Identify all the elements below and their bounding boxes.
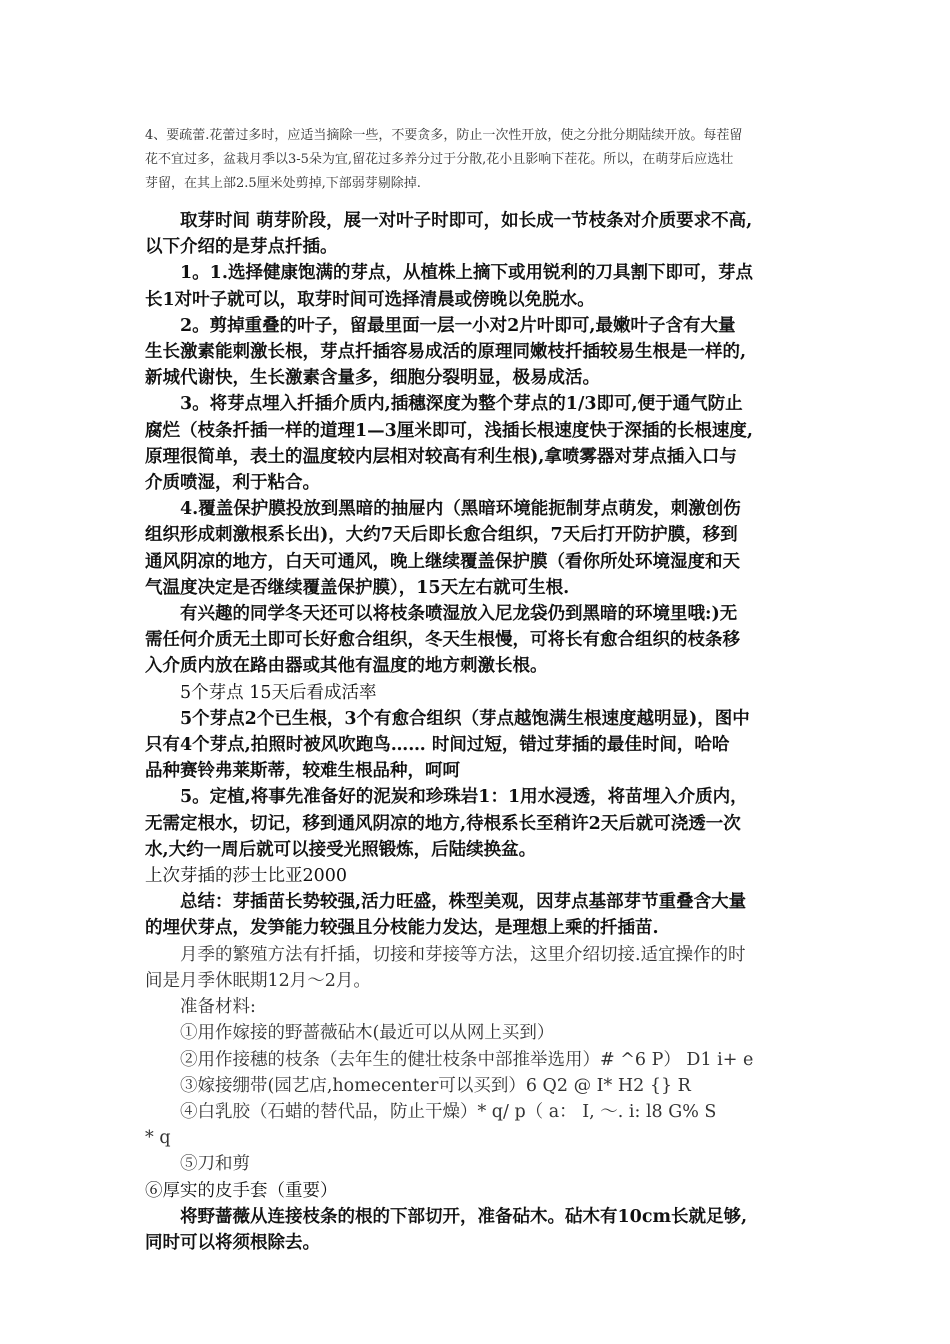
text-line: 通风阴凉的地方，白天可通风，晚上继续覆盖保护膜（看你所处环境湿度和天 bbox=[145, 551, 740, 572]
text-line: 上次芽插的莎士比亚2000 bbox=[145, 866, 348, 887]
text-line: 间是月季休眠期12月～2月。 bbox=[145, 970, 371, 991]
text-line: ②用作接穗的枝条（去年生的健壮枝条中部推举选用）# ^6 P） D1 i+ e bbox=[180, 1049, 754, 1070]
text-line: 只有4个芽点,拍照时被风吹跑鸟…… 时间过短，错过芽插的最佳时间，哈哈 bbox=[145, 735, 730, 756]
text-line: 介质喷湿，利于粘合。 bbox=[145, 473, 320, 494]
text-line: 入介质内放在路由器或其他有温度的地方刺激长根。 bbox=[145, 656, 548, 677]
intro-paragraph bbox=[145, 124, 815, 196]
text-line: 2。剪掉重叠的叶子，留最里面一层一小对2片叶即可,最嫩叶子含有大量 bbox=[180, 315, 736, 336]
text-line: 月季的繁殖方法有扦插，切接和芽接等方法，这里介绍切接.适宜操作的时 bbox=[180, 944, 746, 965]
text-line: ③嫁接绷带(园艺店,homecenter可以买到）6 Q2 @ I* H2 {} R bbox=[180, 1075, 691, 1096]
text-line: 水,大约一周后就可以接受光照锻炼，后陆续换盆。 bbox=[145, 839, 537, 860]
text-line: 将野蔷薇从连接枝条的根的下部切开，准备砧木。砧木有10cm长就足够, bbox=[180, 1206, 748, 1227]
text-line: 有兴趣的同学冬天还可以将枝条喷湿放入尼龙袋仍到黑暗的环境里哦:)无 bbox=[180, 604, 738, 625]
text-line: ⑥厚实的皮手套（重要） bbox=[145, 1180, 338, 1201]
text-line: 生长激素能刺激长根，芽点扦插容易成活的原理同嫩枝扦插较易生根是一样的, bbox=[145, 342, 747, 363]
text-line: 无需定根水，切记，移到通风阴凉的地方,待根系长至稍许2天后就可浇透一次 bbox=[145, 813, 741, 834]
text-line: 组织形成刺激根系长出)，大约7天后即长愈合组织，7天后打开防护膜，移到 bbox=[145, 525, 738, 546]
text-line: 总结：芽插苗长势较强,活力旺盛，株型美观，因芽点基部芽节重叠含大量 bbox=[180, 892, 747, 913]
text-line: 准备材料: bbox=[180, 997, 256, 1018]
text-line: 腐烂（枝条扦插一样的道理1—3厘米即可，浅插长根速度快于深插的长根速度, bbox=[145, 420, 753, 441]
text-line: 新城代谢快，生长激素含量多，细胞分裂明显，极易成活。 bbox=[145, 368, 600, 389]
text-line: 原理很简单，表土的温度较内层相对较高有利生根),拿喷雾器对芽点插入口与 bbox=[145, 446, 737, 467]
text-line: 以下介绍的是芽点扦插。 bbox=[145, 237, 338, 258]
main-article bbox=[145, 208, 825, 1256]
intro-line: 芽留，在其上部2.5厘米处剪掉,下部弱芽剔除掉. bbox=[145, 176, 421, 191]
text-line: 5个芽点 15天后看成活率 bbox=[180, 682, 377, 703]
text-line: 3。将芽点埋入扦插介质内,插穗深度为整个芽点的1/3即可,便于通气防止 bbox=[180, 394, 743, 415]
intro-line: 4、要疏蕾.花蕾过多时，应适当摘除一些，不要贪多，防止一次性开放，使之分批分期陆续开放。每茬留 bbox=[145, 128, 743, 143]
text-line: 取芽时间 萌芽阶段，展一对叶子时即可，如长成一节枝条对介质要求不高, bbox=[180, 211, 753, 231]
text-line: ④白乳胶（石蜡的替代品，防止干燥）* q/ p（ a： I, ～. i: l8 G% S bbox=[180, 1101, 717, 1122]
intro-line: 花不宜过多，盆栽月季以3-5朵为宜,留花过多养分过于分散,花小且影响下茬花。所以，在萌芽后应选壮 bbox=[145, 152, 734, 167]
text-line: 5。定植,将事先准备好的泥炭和珍珠岩1：1用水浸透，将苗埋入介质内， bbox=[180, 787, 748, 808]
text-line: 品种赛铃弗莱斯蒂，较难生根品种，呵呵 bbox=[145, 761, 460, 782]
text-line: 4.覆盖保护膜投放到黑暗的抽屉内（黑暗环境能扼制芽点萌发，刺激创伤 bbox=[180, 499, 741, 520]
text-line: 5个芽点2个已生根，3个有愈合组织（芽点越饱满生根速度越明显)，图中 bbox=[180, 708, 750, 729]
text-line: 1。1.选择健康饱满的芽点，从植株上摘下或用锐利的刀具割下即可，芽点 bbox=[180, 263, 753, 284]
text-line: ①用作嫁接的野蔷薇砧木(最近可以从网上买到） bbox=[180, 1023, 555, 1044]
text-line: 同时可以将须根除去。 bbox=[145, 1232, 320, 1253]
text-line: 需任何介质无土即可长好愈合组织，冬天生根慢，可将长有愈合组织的枝条移 bbox=[145, 630, 740, 651]
text-line: 的埋伏芽点，发笋能力较强且分枝能力发达，是理想上乘的扦插苗. bbox=[145, 918, 659, 939]
text-line: 气温度决定是否继续覆盖保护膜），15天左右就可生根. bbox=[145, 577, 570, 598]
text-line: 长1对叶子就可以，取芽时间可选择清晨或傍晚以免脱水。 bbox=[145, 289, 595, 310]
text-line: ⑤刀和剪 bbox=[180, 1154, 250, 1175]
text-line: * q bbox=[145, 1128, 171, 1149]
